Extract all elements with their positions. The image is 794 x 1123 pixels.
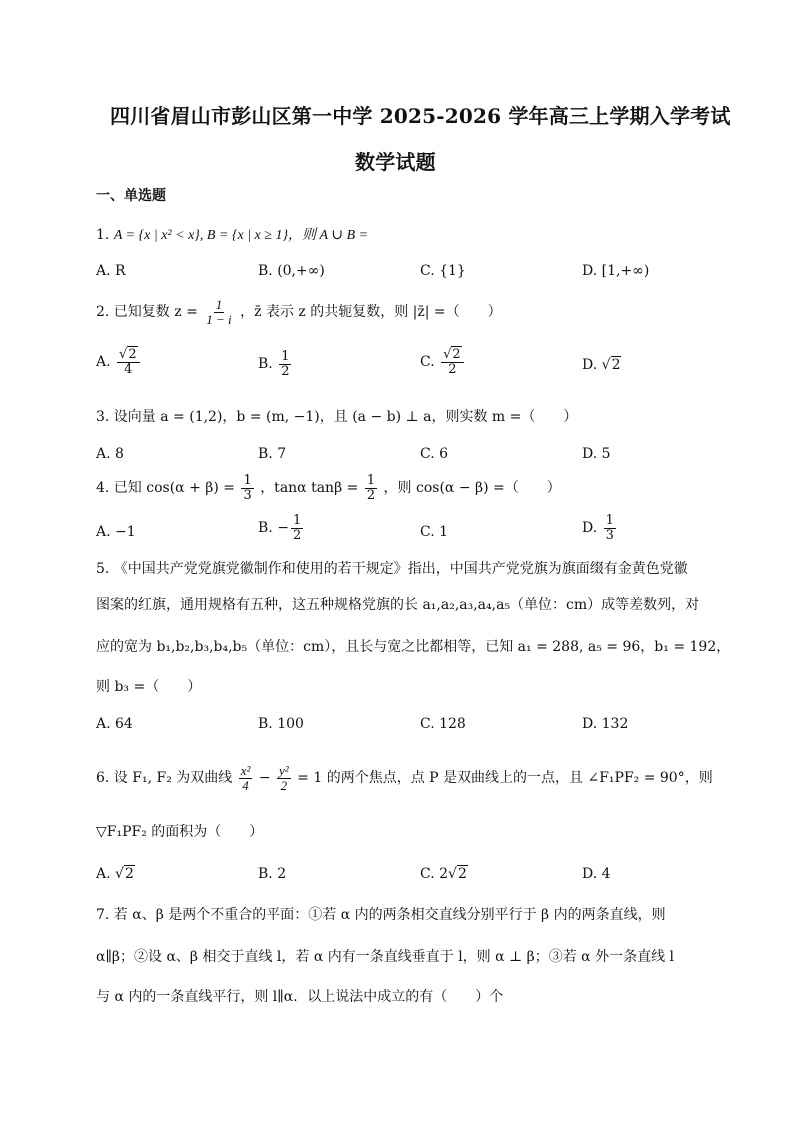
q6-option-d[interactable]: D. 4 (582, 866, 611, 882)
question-stem-tail: = 1 的两个焦点，点 P 是双曲线上的一点，且 ∠F₁PF₂ = 90°，则 (297, 770, 713, 787)
q4-option-b[interactable]: B. − $\frac{1}{2}$ (258, 513, 302, 543)
q3-option-c[interactable]: C. 6 (420, 446, 449, 462)
page-title: 四川省眉山市彭山区第一中学 2025-2026 学年高三上学期入学考试 (110, 104, 731, 128)
question-stem-tail: ，则 cos(α − β) =（ ） (383, 480, 561, 497)
q5-option-b[interactable]: B. 100 (258, 716, 304, 732)
question-6: 6. 设 F₁, F₂ 为双曲线 $\frac{\text{x²}}{4}$ − $\frac{\text{y²}}{2}$ = 1 的两个焦点，点 P 是双曲线上的一点，且 ∠F₁PF₂ = 90°，则 (96, 763, 713, 793)
question-5-line-1: 5. 《中国共产党党旗党徽制作和使用的若干规定》指出，中国共产党党旗为旗面缀有金黄色党徽 (96, 561, 688, 577)
question-stem: A = {x | x² < x}, B = {x | x ≥ 1}，则 A ∪ B = (113, 228, 369, 243)
question-5-line-2: 图案的红旗，通用规格有五种，这五种规格党旗的长 a₁,a₂,a₃,a₄,a₅（单位：cm）成等差数列，对 (96, 597, 700, 613)
q4-option-c[interactable]: C. 1 (420, 524, 449, 540)
q6-option-c[interactable]: C. 2√2 (420, 866, 467, 882)
q5-option-a[interactable]: A. 64 (96, 716, 133, 732)
q6-option-b[interactable]: B. 2 (258, 866, 287, 882)
question-7-line-2: α∥β；②设 α、β 相交于直线 l，若 α 内有一条直线垂直于 l，则 α ⊥ β；③若 α 外一条直线 l (96, 949, 675, 965)
section-heading: 一、单选题 (96, 188, 166, 204)
question-1 (96, 228, 368, 243)
question-stem-mid: ，tanα tanβ = (260, 480, 359, 497)
q2-option-a[interactable]: A. $\frac{√2}{4}$ (96, 348, 142, 376)
fraction: $\frac{1}{1 - i}$ (206, 297, 232, 327)
q2-option-b[interactable]: B. $\frac{1}{2}$ (258, 349, 290, 379)
question-stem: 4. 已知 cos(α + β) = (96, 480, 235, 497)
q4-option-d[interactable]: D. $\frac{1}{3}$ (582, 513, 614, 543)
q1-option-b[interactable]: B. (0,+∞) (258, 263, 325, 279)
q3-option-a[interactable]: A. 8 (96, 446, 124, 462)
q1-option-a[interactable]: A. R (96, 263, 126, 279)
question-3: 3. 设向量 a = (1,2)，b = (m, −1)，且 (a − b) ⊥ a，则实数 m =（ ） (96, 409, 578, 425)
q1-option-c[interactable]: C. {1} (420, 263, 466, 279)
question-stem: 6. 设 F₁, F₂ 为双曲线 (96, 770, 233, 787)
q6-option-a[interactable]: A. √2 (96, 866, 134, 882)
q3-option-d[interactable]: D. 5 (582, 446, 611, 462)
question-number: 1. (96, 227, 110, 243)
q5-option-c[interactable]: C. 128 (420, 716, 466, 732)
question-stem: 2. 已知复数 z = (96, 304, 198, 321)
question-6-line-2: ▽F₁PF₂ 的面积为（ ） (96, 824, 264, 840)
q3-option-b[interactable]: B. 7 (258, 446, 287, 462)
question-2 (96, 298, 502, 326)
question-7-line-1: 7. 若 α、β 是两个不重合的平面：①若 α 内的两条相交直线分别平行于 β 内的两条直线，则 (96, 907, 666, 923)
q2-option-c[interactable]: C. $\frac{√2}{2}$ (420, 348, 466, 376)
question-stem-tail: ，z̄ 表示 z 的共轭复数，则 |z̄| =（ ） (240, 304, 502, 321)
question-7-line-3: 与 α 内的一条直线平行，则 l∥α．以上说法中成立的有（ ）个 (96, 989, 504, 1005)
question-5-line-3: 应的宽为 b₁,b₂,b₃,b₄,b₅（单位：cm），且长与宽之比都相等，已知 a₁ = 288, a₅ = 96，b₁ = 192， (96, 639, 731, 655)
q1-option-d[interactable]: D. [1,+∞) (582, 263, 650, 279)
q4-option-a[interactable]: A. −1 (96, 524, 136, 540)
q5-option-d[interactable]: D. 132 (582, 716, 629, 732)
q2-option-d[interactable]: D. √2 (582, 357, 621, 373)
page-subtitle: 数学试题 (355, 150, 436, 174)
question-5-line-4: 则 b₃ =（ ） (96, 679, 202, 695)
question-4: 4. 已知 cos(α + β) = $\frac{1}{3}$ ，tanα tanβ = $\frac{1}{2}$ ，则 cos(α − β) =（ ） (96, 473, 561, 503)
